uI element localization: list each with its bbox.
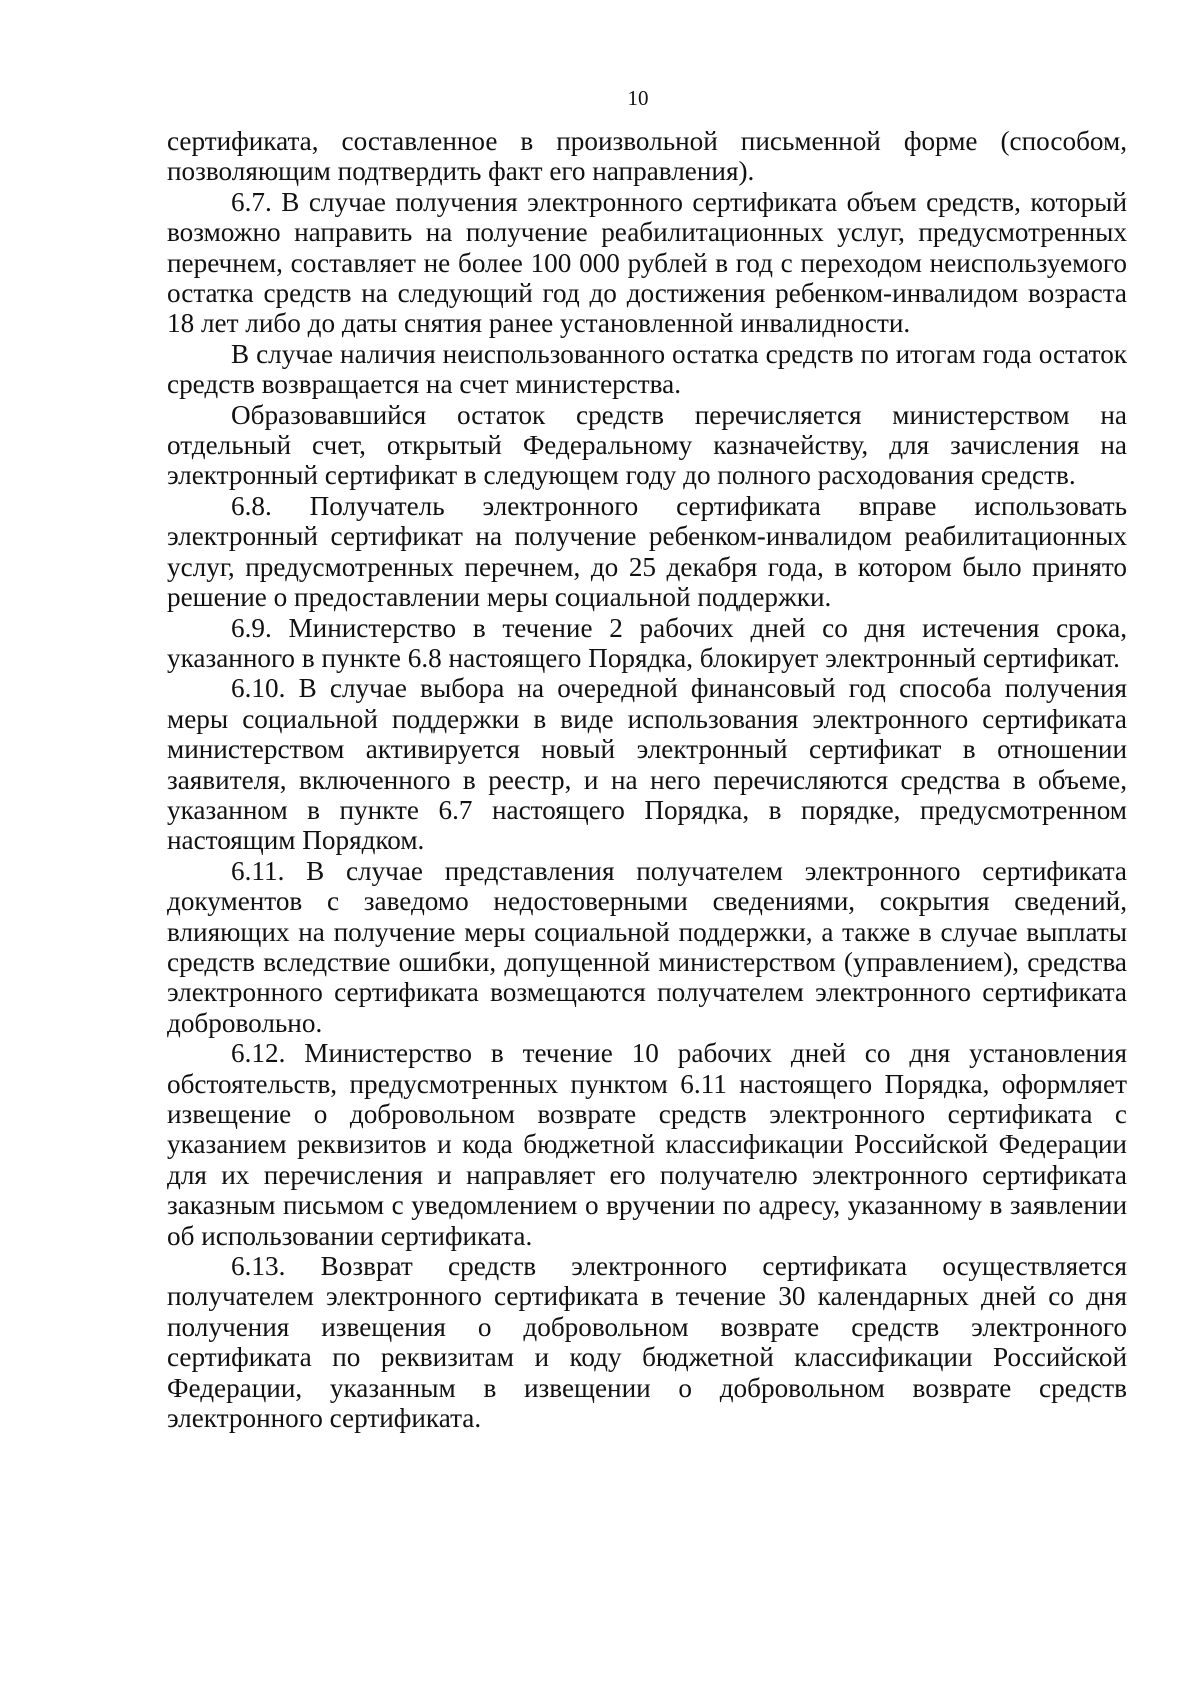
paragraph-unused-balance: В случае наличия неиспользованного остатка средств по итогам года остаток средств возвращается на счет министерства. xyxy=(167,338,1127,400)
paragraph-6-12: 6.12. Министерство в течение 10 рабочих дней со дня установления обстоятельств, предусмотренных пунктом 6.11 настоящего Порядка, оформляет извещение о добровольном возврате средств электронного сертификата с указанием реквизитов и кода бюджетной классификации Российской Федерации для их перечисления и направляет его получателю электронного сертификата заказным письмом с уведомлением о вручении по адресу, указанному в заявлении об использовании сертификата. xyxy=(167,1038,1127,1251)
paragraph-6-10: 6.10. В случае выбора на очередной финансовый год способа получения меры социальной поддержки в виде использования электронного сертификата министерством активируется новый электронный сертификат в отношении заявителя, включенного в реестр, и на него перечисляются средства в объеме, указанном в пункте 6.7 настоящего Порядка, в порядке, предусмотренном настоящим Порядком. xyxy=(167,673,1127,856)
paragraph-balance-transfer: Образовавшийся остаток средств перечисляется министерством на отдельный счет, открытый Федеральному казначейству, для зачисления на электронный сертификат в следующем году до полного расходования средств. xyxy=(167,399,1127,491)
paragraph-6-11: 6.11. В случае представления получателем электронного сертификата документов с заведомо недостоверными сведениями, сокрытия сведений, влияющих на получение меры социальной поддержки, а также в случае выплаты средств вследствие ошибки, допущенной министерством (управлением), средства электронного сертификата возмещаются получателем электронного сертификата добровольно. xyxy=(167,855,1127,1038)
paragraph-6-9: 6.9. Министерство в течение 2 рабочих дней со дня истечения срока, указанного в пункте 6.8 настоящего Порядка, блокирует электронный сертификат. xyxy=(167,612,1127,673)
page-number: 10 xyxy=(627,86,649,110)
paragraph-6-7: 6.7. В случае получения электронного сертификата объем средств, который возможно направить на получение реабилитационных услуг, предусмотренных перечнем, составляет не более 100 000 рублей в год с переходом неиспользуемого остатка средств на следующий год до достижения ребенком-инвалидом возраста 18 лет либо до даты снятия ранее установленной инвалидности. xyxy=(167,186,1127,339)
paragraph-continuation: сертификата, составленное в произвольной письменной форме (способом, позволяющим подтвердить факт его направления). xyxy=(167,126,1127,187)
paragraph-6-13: 6.13. Возврат средств электронного сертификата осуществляется получателем электронного сертификата в течение 30 календарных дней со дня получения извещения о добровольном возврате средств электронного сертификата по реквизитам и коду бюджетной классификации Российской Федерации, указанным в извещении о добровольном возврате средств электронного сертификата. xyxy=(167,1251,1127,1434)
document-body xyxy=(167,126,1127,1433)
paragraph-6-8: 6.8. Получатель электронного сертификата вправе использовать электронный сертификат на получение ребенком-инвалидом реабилитационных услуг, предусмотренных перечнем, до 25 декабря года, в котором было принято решение о предоставлении меры социальной поддержки. xyxy=(167,490,1127,613)
